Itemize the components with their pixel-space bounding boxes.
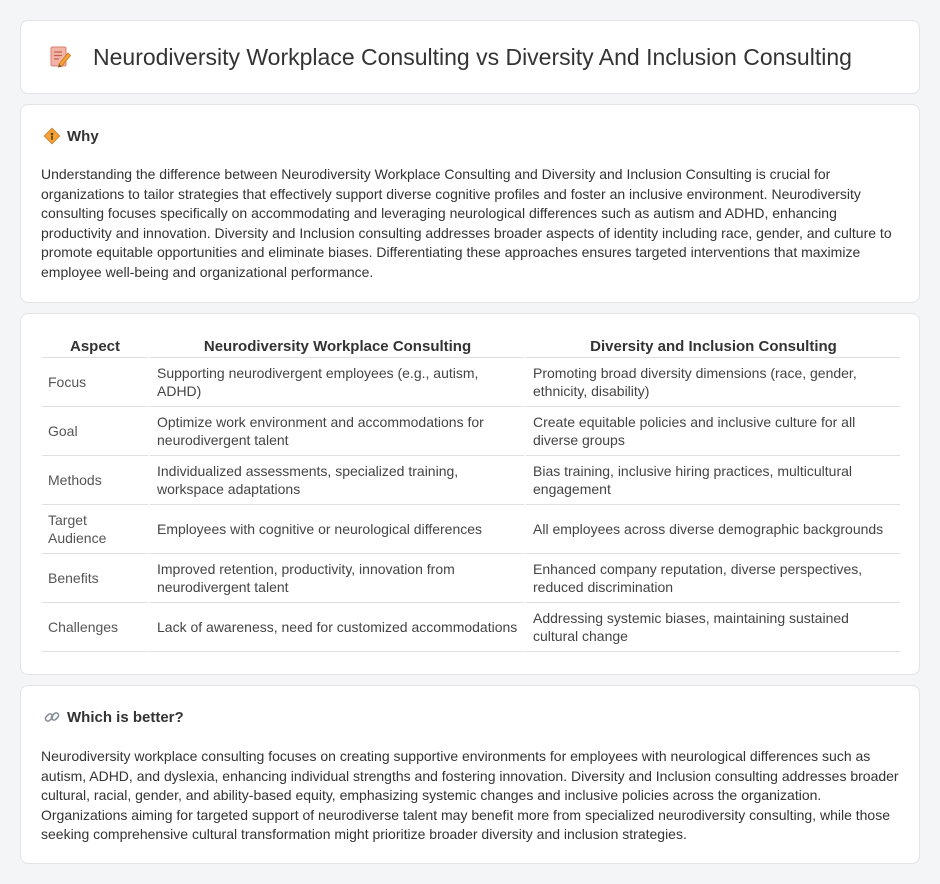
row-aspect: Focus: [42, 358, 148, 407]
row-aspect: Methods: [42, 456, 148, 505]
table-row: [42, 456, 900, 505]
better-header: [43, 708, 184, 726]
document-pencil-icon: [47, 44, 73, 70]
title-card: [20, 20, 920, 94]
row-neurodiversity: Optimize work environment and accommodations for neurodivergent talent: [148, 407, 524, 456]
header-diversity-inclusion: Diversity and Inclusion Consulting: [524, 336, 900, 358]
row-aspect: Benefits: [42, 554, 148, 603]
row-neurodiversity: Individualized assessments, specialized training, workspace adaptations: [148, 456, 524, 505]
table-row: [42, 505, 900, 554]
row-aspect: Goal: [42, 407, 148, 456]
table-header-row: [42, 336, 900, 358]
header-neurodiversity: Neurodiversity Workplace Consulting: [148, 336, 524, 358]
row-diversity-inclusion: Create equitable policies and inclusive culture for all diverse groups: [524, 407, 900, 456]
page-title: Neurodiversity Workplace Consulting vs Diversity And Inclusion Consulting: [93, 43, 852, 70]
why-body: Understanding the difference between Neurodiversity Workplace Consulting and Diversity and Inclusion Consulting is crucial for organizations to tailor strategies that effectively support diverse cognitive profiles and foster an inclusive environment. Neurodiversity consulting focuses specifically on accommodating and leveraging neurological differences such as autism and ADHD, enhancing productivity and innovation. Diversity and Inclusion consulting addresses broader aspects of identity including race, gender, and culture to promote equitable opportunities and eliminate biases. Differentiating these approaches ensures targeted interventions that maximize employee well-being and organizational performance.: [41, 166, 892, 280]
diamond-sign-icon: [43, 127, 61, 145]
which-better-section: [20, 685, 920, 864]
why-heading: Why: [67, 127, 99, 145]
table-row: [42, 358, 900, 407]
row-aspect: Target Audience: [42, 505, 148, 554]
why-header: [43, 127, 99, 145]
row-neurodiversity: Improved retention, productivity, innovation from neurodivergent talent: [148, 554, 524, 603]
row-diversity-inclusion: Addressing systemic biases, maintaining sustained cultural change: [524, 603, 900, 652]
table-row: [42, 407, 900, 456]
link-icon: [43, 708, 61, 726]
table-row: [42, 603, 900, 652]
comparison-table: [42, 336, 900, 652]
row-neurodiversity: Employees with cognitive or neurological differences: [148, 505, 524, 554]
row-diversity-inclusion: Bias training, inclusive hiring practices, multicultural engagement: [524, 456, 900, 505]
row-diversity-inclusion: All employees across diverse demographic backgrounds: [524, 505, 900, 554]
row-diversity-inclusion: Enhanced company reputation, diverse perspectives, reduced discrimination: [524, 554, 900, 603]
why-section: [20, 104, 920, 303]
row-neurodiversity: Lack of awareness, need for customized accommodations: [148, 603, 524, 652]
row-neurodiversity: Supporting neurodivergent employees (e.g., autism, ADHD): [148, 358, 524, 407]
row-aspect: Challenges: [42, 603, 148, 652]
better-heading: Which is better?: [67, 708, 184, 726]
better-body: Neurodiversity workplace consulting focuses on creating supportive environments for employees with neurological differences such as autism, ADHD, and dyslexia, enhancing individual strengths and fostering innovation. Diversity and Inclusion consulting addresses broader cultural, racial, gender, and ability-based equity, emphasizing systemic changes and inclusive policies across the organization. Organizations aiming for targeted support of neurodiverse talent may benefit more from specialized neurodiversity consulting, while those seeking comprehensive cultural transformation might prioritize broader diversity and inclusion strategies.: [41, 748, 899, 842]
comparison-section: [20, 313, 920, 675]
header-aspect: Aspect: [42, 336, 148, 358]
row-diversity-inclusion: Promoting broad diversity dimensions (race, gender, ethnicity, disability): [524, 358, 900, 407]
table-row: [42, 554, 900, 603]
